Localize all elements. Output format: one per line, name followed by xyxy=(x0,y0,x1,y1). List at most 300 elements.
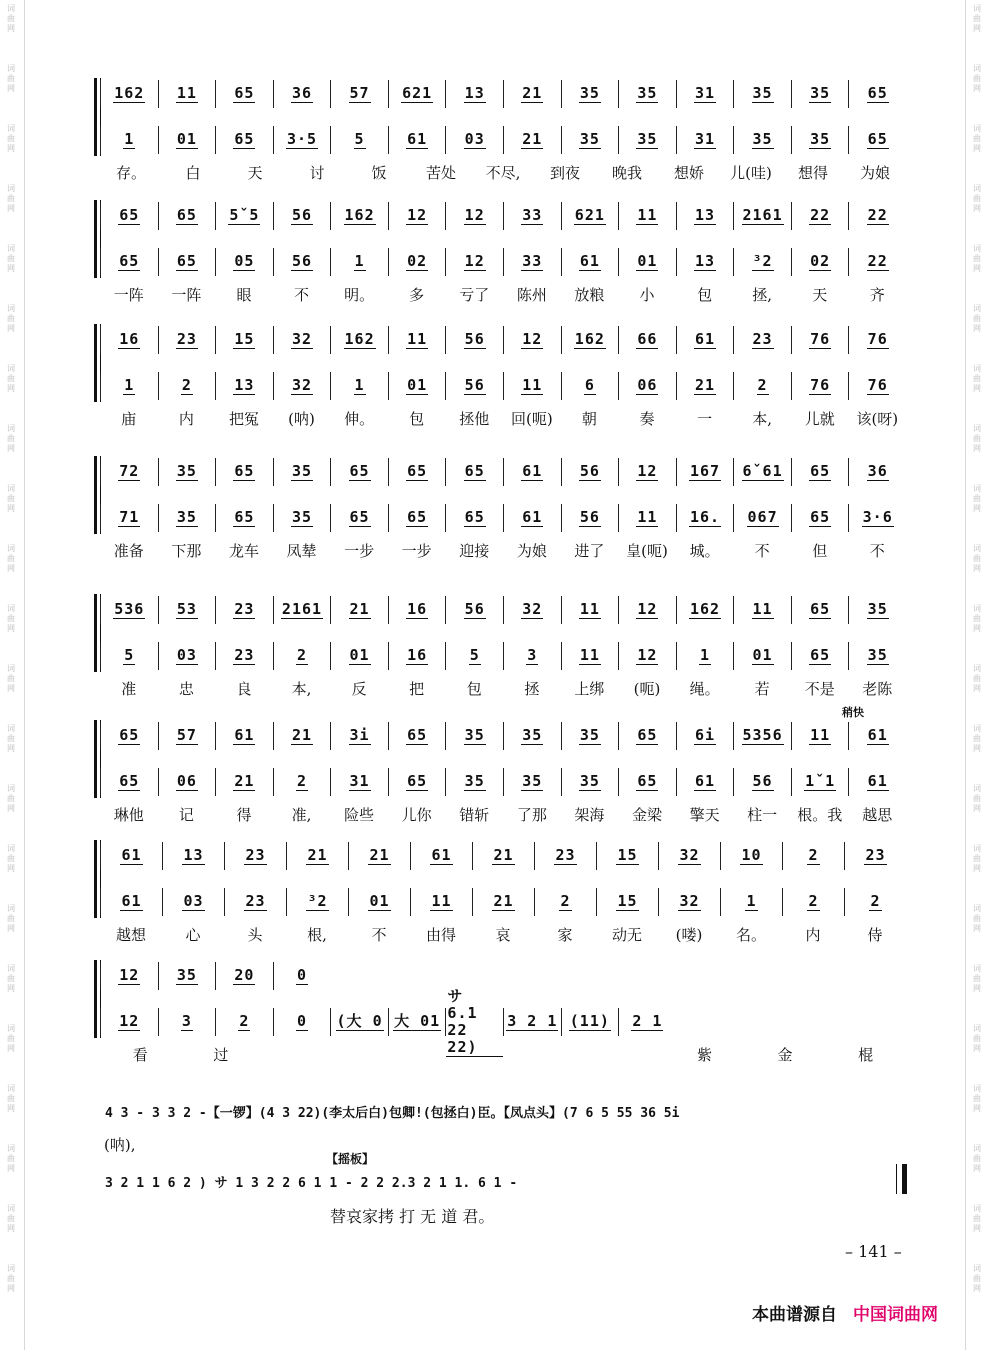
lyric-syllable: 准, xyxy=(291,806,312,824)
lyric-syllable: 本, xyxy=(291,680,312,698)
notation-text: 22 xyxy=(867,252,888,270)
notation-text: 23 xyxy=(234,600,255,618)
notation-text: 65 xyxy=(119,206,140,224)
measure-cell xyxy=(100,504,158,532)
upper-voice-row xyxy=(100,962,906,990)
measure-cell xyxy=(273,768,331,796)
notation-text: 11 xyxy=(431,892,452,910)
notation-text: 11 xyxy=(752,600,773,618)
notation-text: 2 xyxy=(239,1012,250,1030)
footer-source-text: 本曲谱源自 xyxy=(752,1305,837,1325)
lyric-syllable: 苦处 xyxy=(425,164,456,182)
measure-cell xyxy=(388,372,446,400)
notation-text: 0 xyxy=(296,966,307,984)
notation-text: 56 xyxy=(291,252,313,270)
notation-text: 5 xyxy=(124,646,135,664)
lower-voice-row xyxy=(100,768,906,796)
measure-cell xyxy=(618,768,676,796)
notation-text: 621 xyxy=(574,206,605,224)
notation-text: 3 xyxy=(527,646,538,664)
tempo-marking: 稍快 xyxy=(842,706,864,719)
lyric-syllable: 拯, xyxy=(752,286,773,304)
lower-voice-row xyxy=(100,888,906,916)
lyric-syllable: 准备 xyxy=(113,542,144,560)
lyric-syllable: 若 xyxy=(754,680,770,698)
measure-cell xyxy=(330,458,388,486)
measure-cell xyxy=(676,248,734,276)
measure-cell xyxy=(348,888,410,916)
lyric-syllable: 白 xyxy=(185,164,201,182)
measure-cell xyxy=(215,1008,273,1036)
measure-cell xyxy=(158,202,216,230)
notation-text: 11 xyxy=(637,508,658,526)
notation-text: 5 xyxy=(354,130,365,148)
watermark-mark: 词 曲 网 xyxy=(973,1144,981,1173)
measure-cell xyxy=(848,202,906,230)
notation-text: 2 xyxy=(808,846,819,864)
lyric-syllable: 金 xyxy=(777,1046,793,1064)
measure-cell xyxy=(733,372,791,400)
notation-text: 2 xyxy=(181,376,192,394)
measure-cell xyxy=(330,722,388,750)
lyric-row xyxy=(100,924,906,946)
lyric-syllable: 根。我 xyxy=(797,806,843,824)
lyric-syllable: 一步 xyxy=(401,542,432,560)
notation-text: 35 xyxy=(176,462,197,480)
lyric-syllable: 内 xyxy=(805,926,821,944)
measure-cell xyxy=(848,504,906,532)
notation-text: 56 xyxy=(464,376,485,394)
measure-cell xyxy=(445,326,503,354)
notation-text: 12 xyxy=(637,462,658,480)
lyric-syllable: 亏了 xyxy=(459,286,490,304)
notation-text: 65 xyxy=(810,462,831,480)
lyric-syllable: 架海 xyxy=(574,806,605,824)
notation-text: 16 xyxy=(119,330,140,348)
measure-cell xyxy=(848,372,906,400)
measure-cell xyxy=(676,372,734,400)
notation-text: 03 xyxy=(183,892,204,910)
measure-cell xyxy=(848,248,906,276)
measure-cell xyxy=(158,458,216,486)
system-bracket xyxy=(94,960,97,1038)
system-bracket xyxy=(94,456,97,534)
notation-text: 21 xyxy=(493,846,514,864)
measure-cell xyxy=(733,126,791,154)
measure-cell xyxy=(273,80,331,108)
notation-text: 65 xyxy=(234,130,255,148)
measure-cell xyxy=(162,888,224,916)
lower-voice-row xyxy=(100,504,906,532)
notation-text: 21 xyxy=(369,846,390,864)
measure-cell xyxy=(676,596,734,624)
measure-cell xyxy=(676,504,734,532)
watermark-mark: 词 曲 网 xyxy=(7,244,15,273)
free-rhythm-lyric-1: (呐), xyxy=(104,1136,136,1154)
lyric-syllable: 金梁 xyxy=(631,806,662,824)
notation-text: 21 xyxy=(522,84,543,102)
measure-cell xyxy=(844,888,906,916)
measure-cell xyxy=(503,596,561,624)
upper-voice-row xyxy=(100,326,906,354)
notation-text: 56 xyxy=(464,330,485,348)
notation-text: 21 xyxy=(349,600,370,618)
measure-cell xyxy=(561,326,619,354)
lyric-syllable: 天 xyxy=(812,286,828,304)
notation-text: 02 xyxy=(810,252,831,270)
system-bracket xyxy=(94,720,97,798)
notation-text: 1ˇ1 xyxy=(805,772,836,790)
lyric-syllable: 想得 xyxy=(797,164,828,182)
notation-text: 11 xyxy=(579,646,600,664)
lyric-syllable: 侍 xyxy=(867,926,883,944)
measure-cell xyxy=(618,326,676,354)
notation-text: 35 xyxy=(810,84,831,102)
notation-text: 61 xyxy=(234,726,255,744)
watermark-mark: 词 曲 网 xyxy=(973,1024,981,1053)
notation-text: 11 xyxy=(407,330,428,348)
notation-text: 06 xyxy=(176,772,197,790)
measure-cell xyxy=(561,126,619,154)
measure-cell xyxy=(388,722,446,750)
measure-cell xyxy=(791,722,849,750)
system-bracket xyxy=(94,594,97,672)
lyric-syllable: 一 xyxy=(697,410,713,428)
measure-cell xyxy=(348,842,410,870)
measure-cell xyxy=(561,458,619,486)
notation-text: 76 xyxy=(867,330,888,348)
notation-text: 21 xyxy=(307,846,328,864)
watermark-mark: 词 曲 网 xyxy=(973,1264,981,1293)
measure-cell xyxy=(445,642,503,670)
measure-cell xyxy=(733,80,791,108)
notation-text: 33 xyxy=(522,206,543,224)
notation-text: 6ˇ61 xyxy=(742,462,783,480)
measure-cell xyxy=(503,202,561,230)
notation-text: 15 xyxy=(617,892,638,910)
notation-text: 66 xyxy=(637,330,658,348)
watermark-mark: 词 曲 网 xyxy=(7,424,15,453)
system-bracket xyxy=(94,78,97,156)
measure-cell xyxy=(791,326,849,354)
free-rhythm-line-2: 3 2 1 1 6 2 ) サ 1 3 2 2 6 1 1 - 2 2 2.3 2 1 1. 6 1 - xyxy=(105,1176,518,1191)
notation-text: 61 xyxy=(407,130,428,148)
notation-text: 22 xyxy=(867,206,888,224)
measure-cell xyxy=(848,768,906,796)
notation-text: 35 xyxy=(522,772,543,790)
measure-cell xyxy=(100,458,158,486)
notation-text: 35 xyxy=(291,508,313,526)
measure-cell xyxy=(848,126,906,154)
measure-cell xyxy=(158,126,216,154)
notation-text: 21 xyxy=(234,772,255,790)
notation-text: 01 xyxy=(176,130,197,148)
lyric-syllable: 擎天 xyxy=(689,806,720,824)
measure-cell xyxy=(100,1008,158,1036)
measure-cell xyxy=(215,768,273,796)
lyric-syllable: 忠 xyxy=(178,680,194,698)
lyric-syllable: 家 xyxy=(557,926,573,944)
notation-text: 65 xyxy=(810,646,831,664)
measure-cell xyxy=(791,504,849,532)
lyric-syllable: 回(呃) xyxy=(510,410,553,428)
notation-text: 65 xyxy=(234,462,255,480)
watermark-mark: 词 曲 网 xyxy=(7,4,15,33)
notation-text: 1 xyxy=(746,892,757,910)
measure-cell xyxy=(330,126,388,154)
measure-cell xyxy=(158,326,216,354)
lyric-syllable: 奏 xyxy=(639,410,655,428)
measure-cell xyxy=(273,248,331,276)
notation-text: 2 xyxy=(808,892,819,910)
measure-cell xyxy=(286,842,348,870)
measure-cell xyxy=(158,962,216,990)
notation-text: 01 xyxy=(369,892,390,910)
upper-voice-row xyxy=(100,842,906,870)
lyric-row xyxy=(100,408,906,430)
measure-cell xyxy=(676,202,734,230)
measure-cell xyxy=(676,642,734,670)
lyric-syllable: 不是 xyxy=(804,680,835,698)
notation-text: 35 xyxy=(579,772,600,790)
lyric-syllable xyxy=(342,1044,423,1066)
measure-cell xyxy=(658,888,720,916)
page-number: – 141 – xyxy=(845,1242,902,1261)
notation-text: 35 xyxy=(752,130,773,148)
measure-cell xyxy=(791,126,849,154)
measure-cell xyxy=(561,768,619,796)
measure-cell xyxy=(388,126,446,154)
measure-cell xyxy=(100,888,162,916)
measure-cell xyxy=(676,768,734,796)
notation-text: 35 xyxy=(810,130,831,148)
measure-cell xyxy=(503,504,561,532)
measure-cell xyxy=(410,888,472,916)
notation-text: 65 xyxy=(119,772,140,790)
measure-cell xyxy=(388,642,446,670)
notation-text: 56 xyxy=(464,600,485,618)
measure-cell xyxy=(472,842,534,870)
lyric-syllable: 一阵 xyxy=(171,286,202,304)
notation-text: 3i xyxy=(349,726,370,744)
notation-text: 65 xyxy=(176,206,197,224)
lyric-syllable: 动无 xyxy=(611,926,642,944)
lyric-syllable: 下那 xyxy=(171,542,202,560)
measure-cell xyxy=(388,326,446,354)
lyric-syllable: 过 xyxy=(213,1046,229,1064)
notation-text: 162 xyxy=(114,84,145,102)
watermark-mark: 词 曲 网 xyxy=(7,1024,15,1053)
notation-text: 65 xyxy=(176,252,197,270)
measure-cell xyxy=(445,248,503,276)
notation-text: 23 xyxy=(752,330,773,348)
measure-cell xyxy=(618,1008,676,1036)
notation-text: 65 xyxy=(464,462,485,480)
lyric-syllable: 哀 xyxy=(495,926,511,944)
lyric-syllable: 越想 xyxy=(115,926,146,944)
notation-text: 56 xyxy=(579,508,600,526)
measure-cell xyxy=(100,202,158,230)
lyric-syllable: 儿(哇) xyxy=(730,164,772,182)
watermark-mark: 词 曲 网 xyxy=(7,964,15,993)
notation-text: 35 xyxy=(752,84,773,102)
notation-text: 23 xyxy=(245,892,266,910)
lower-voice-row xyxy=(100,642,906,670)
lyric-syllable: 讨 xyxy=(309,164,325,182)
measure-cell xyxy=(445,504,503,532)
notation-text: 12 xyxy=(119,966,140,984)
notation-text: 23 xyxy=(234,646,255,664)
watermark-mark: 词 曲 网 xyxy=(973,424,981,453)
notation-text: 03 xyxy=(464,130,485,148)
notation-text: 2 xyxy=(296,772,307,790)
notation-text: 621 xyxy=(402,84,433,102)
lyric-syllable: 儿就 xyxy=(804,410,835,428)
watermark-mark: 词 曲 网 xyxy=(7,724,15,753)
notation-text: 20 xyxy=(234,966,255,984)
notation-text: 1 xyxy=(124,130,135,148)
notation-text: 32 xyxy=(291,376,313,394)
final-barline-thin xyxy=(896,1164,897,1194)
measure-cell xyxy=(618,458,676,486)
upper-voice-row xyxy=(100,596,906,624)
notation-text: 0 xyxy=(296,1012,307,1030)
notation-text: 21 xyxy=(493,892,514,910)
measure-cell xyxy=(848,642,906,670)
measure-cell xyxy=(503,80,561,108)
measure-cell xyxy=(676,126,734,154)
watermark-mark: 词 曲 网 xyxy=(973,904,981,933)
lyric-syllable: 一阵 xyxy=(113,286,144,304)
watermark-mark: 词 曲 网 xyxy=(973,844,981,873)
notation-text: 5ˇ5 xyxy=(229,206,260,224)
measure-cell xyxy=(782,888,844,916)
notation-text: 15 xyxy=(234,330,255,348)
lyric-syllable: 齐 xyxy=(869,286,885,304)
notation-text: 2 1 xyxy=(632,1012,663,1030)
watermark-mark: 词 曲 网 xyxy=(973,364,981,393)
lower-voice-row xyxy=(100,372,906,400)
lyric-syllable: 朝 xyxy=(581,410,597,428)
notation-text: 65 xyxy=(349,462,370,480)
lyric-syllable: 但 xyxy=(812,542,828,560)
notation-text: 11 xyxy=(176,84,197,102)
notation-text: 2 xyxy=(870,892,881,910)
notation-text: 536 xyxy=(114,600,145,618)
notation-text: 61 xyxy=(694,772,716,790)
notation-text: 22 xyxy=(810,206,831,224)
measure-cell xyxy=(273,126,331,154)
notation-text: 35 xyxy=(579,726,600,744)
measure-cell xyxy=(472,888,534,916)
measure-cell xyxy=(844,842,906,870)
lyric-syllable: 包 xyxy=(697,286,713,304)
lyric-syllable: 城。 xyxy=(689,542,720,560)
lyric-syllable: 记 xyxy=(178,806,194,824)
notation-text: 61 xyxy=(522,462,543,480)
measure-cell xyxy=(561,80,619,108)
measure-cell xyxy=(848,722,906,750)
measure-cell xyxy=(618,202,676,230)
measure-cell xyxy=(618,248,676,276)
lyric-syllable: 看 xyxy=(132,1046,148,1064)
measure-cell xyxy=(215,202,273,230)
measure-cell xyxy=(388,768,446,796)
notation-text: 16. xyxy=(689,508,721,526)
watermark-mark: 词 曲 网 xyxy=(973,304,981,333)
notation-text: 23 xyxy=(245,846,266,864)
lyric-syllable: 棍 xyxy=(858,1046,874,1064)
notation-text: 01 xyxy=(637,252,658,270)
notation-text: (大 0 xyxy=(336,1012,383,1030)
watermark-mark: 词 曲 网 xyxy=(7,544,15,573)
lyric-syllable: 迎接 xyxy=(459,542,490,560)
watermark-mark: 词 曲 网 xyxy=(973,604,981,633)
system-bracket xyxy=(94,324,97,402)
measure-cell xyxy=(503,768,561,796)
notation-text: 33 xyxy=(522,252,543,270)
lyric-syllable: 本, xyxy=(752,410,773,428)
notation-text: 12 xyxy=(119,1012,140,1030)
notation-text: 56 xyxy=(579,462,600,480)
measure-cell xyxy=(733,458,791,486)
notation-text: 02 xyxy=(407,252,428,270)
lyric-syllable: 存。 xyxy=(115,164,146,182)
notation-text: 35 xyxy=(464,726,485,744)
notation-text: 65 xyxy=(119,726,140,744)
measure-cell xyxy=(445,768,503,796)
notation-text: 76 xyxy=(810,376,831,394)
measure-cell xyxy=(445,80,503,108)
lyric-syllable: 名。 xyxy=(735,926,766,944)
notation-text: 23 xyxy=(176,330,197,348)
notation-text: 16 xyxy=(407,600,428,618)
measure-cell xyxy=(215,642,273,670)
notation-text: 35 xyxy=(176,508,197,526)
measure-cell xyxy=(273,458,331,486)
notation-text: 36 xyxy=(291,84,313,102)
lyric-syllable: 由得 xyxy=(425,926,456,944)
lyric-syllable: 柱一 xyxy=(747,806,778,824)
measure-cell xyxy=(445,372,503,400)
notation-text: 35 xyxy=(522,726,543,744)
measure-cell xyxy=(618,722,676,750)
notation-text: 35 xyxy=(464,772,485,790)
watermark-mark: 词 曲 网 xyxy=(973,484,981,513)
measure-cell xyxy=(286,888,348,916)
measure-cell xyxy=(388,504,446,532)
measure-cell xyxy=(676,458,734,486)
notation-text: 13 xyxy=(694,252,716,270)
measure-cell xyxy=(215,126,273,154)
notation-text: 12 xyxy=(464,252,485,270)
notation-text: 31 xyxy=(694,84,716,102)
notation-text: 167 xyxy=(689,462,721,480)
notation-text: 16 xyxy=(407,646,428,664)
lyric-syllable: 内 xyxy=(178,410,194,428)
measure-cell xyxy=(273,1008,331,1036)
watermark-mark: 词 曲 网 xyxy=(7,784,15,813)
notation-text: 3 xyxy=(181,1012,192,1030)
notation-text: 1 xyxy=(354,252,365,270)
notation-text: ³2 xyxy=(752,252,773,270)
measure-cell xyxy=(273,962,331,990)
measure-cell xyxy=(503,722,561,750)
measure-cell xyxy=(330,596,388,624)
measure-cell xyxy=(158,722,216,750)
lyric-syllable: 拯他 xyxy=(459,410,490,428)
notation-text: 162 xyxy=(344,206,375,224)
